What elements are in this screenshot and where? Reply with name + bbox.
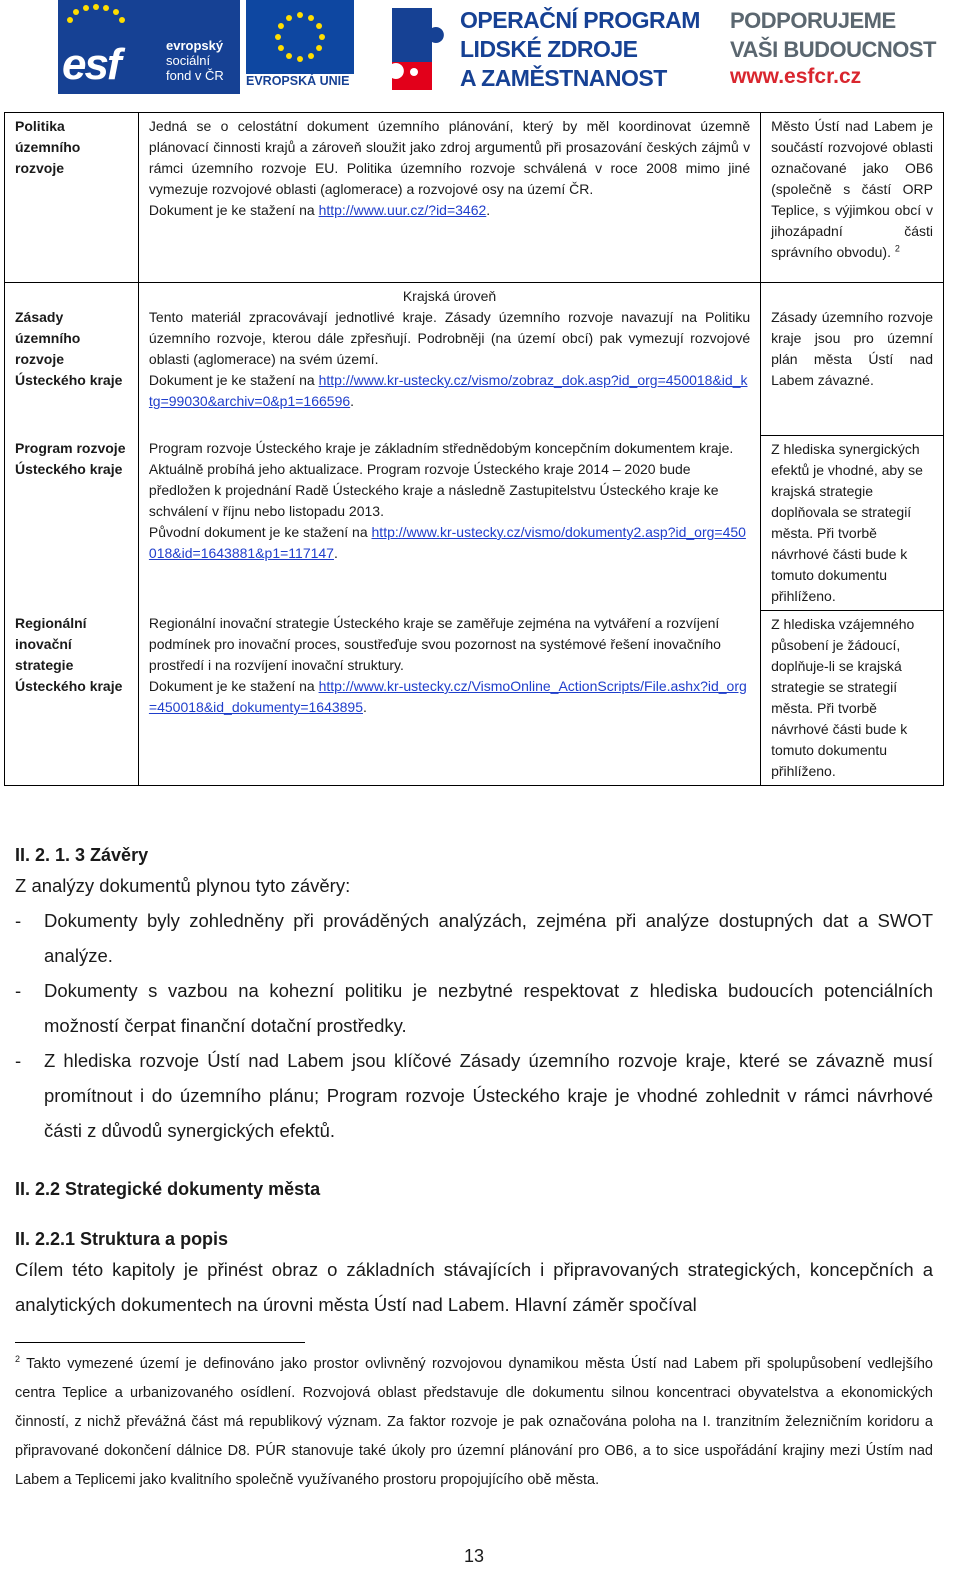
page-header-logos [0, 0, 960, 96]
doc-description: Jedná se o celostátní dokument územního plánování, který by měl koordinovat územně plánovací činnosti krajů a zároveň sloužit jako zdroj argumentů při prosazování českých zájmů v rámci územního rozvoje EU. Politika územního rozvoje schválená v roce 2008 mimo jiné vymezuje rozvojové oblasti (aglomerace) a rozvojové osy na území ČR. Dokument je ke stažení na http://www.uur.cz/?id=3462. [138, 113, 760, 283]
section-221 [15, 1226, 933, 1322]
conclusions-intro: Z analýzy dokumentů plynou tyto závěry: [15, 875, 351, 896]
eu-flag-icon [246, 0, 354, 74]
eu-star [286, 53, 292, 59]
table-row [5, 610, 944, 785]
table-row [5, 283, 944, 436]
eu-star [308, 53, 314, 59]
pb-url: www.esfcr.cz [730, 65, 862, 88]
section-22 [15, 1176, 933, 1202]
eu-star [297, 12, 303, 18]
section-heading: II. 2.2.1 Struktura a popis [15, 1229, 229, 1249]
section-heading: II. 2.2 Strategické dokumenty města [15, 1179, 321, 1199]
doc-description: Program rozvoje Ústeckého kraje je základním střednědobým koncepčním dokumentem kraje. Aktuálně probíhá jeho aktualizace. Program rozvoje Ústeckého kraje 2014 – 2020 bude předložen k projednání Radě Ústeckého kraje a následně Zastupitelstvu Ústeckého kraje ke schválení v říjnu nebo listopadu 2013. Původní dokument je ke stažení na http://www.kr-ustecky.cz/vismo/dokumenty2.asp?id_org=450018&id=1643881&p1=117147. [138, 435, 760, 610]
download-link[interactable]: http://www.uur.cz/?id=3462 [318, 202, 487, 218]
page-number: 13 [463, 1546, 485, 1566]
eu-star [278, 45, 284, 51]
podporujeme-logo [730, 6, 950, 96]
pb-line2: VAŠI BUDOUCNOST [730, 37, 936, 62]
doc-description: Regionální inovační strategie Ústeckého kraje se zaměřuje zejména na vytváření a rozvíjení podmínek pro inovační proces, soustřeďuje svou pozornost na systémové řešení inovačního prostředí i na rozvíjení inovační struktury. Dokument je ke stažení na http://www.kr-ustecky.cz/VismoOnline_ActionScripts/File.ashx?id_org=450018&id_dokumenty=1643895. [138, 610, 760, 785]
list-item: - Dokumenty s vazbou na kohezní politiku je nezbytné respektovat z hlediska budoucích potenciálních možností čerpat finanční dotační prostředky. [15, 980, 933, 1036]
eu-star [316, 45, 322, 51]
doc-description: Krajská úroveň Tento materiál zpracovávají jednotlivé kraje. Zásady územního rozvoje navazují na Politiku územního rozvoje, kterou dále zpřesňují. Podrobněji (na území obcí) pak vymezují rozvojové oblasti (aglomerace) na svém území. Dokument je ke stažení na http://www.kr-ustecky.cz/vismo/zobraz_dok.asp?id_org=450018&id_ktg=99030&archiv=0&p1=166596. [138, 283, 760, 436]
puzzle-icon [388, 2, 452, 94]
eu-stars-icon [64, 4, 130, 44]
pb-line1: PODPORUJEME [730, 8, 896, 33]
footnote: $^2$ Takto vymezené území je definováno jako prostor ovlivněný rozvojovou dynamikou města Ústí nad Labem při spolupůsobení vedlejšího centra Teplice a urbanizovaného osídlení. Rozvojová oblast představuje dle dokumentu silnou koncentraci obyvatelstva a ekonomických činností, z nichž převážná část má republikový význam. Za faktor rozvoje je pak označována poloha na I. tranzitním železničním koridoru a připravované dokončení dálnice D8. PÚR stanovuje také úkoly pro územní plánování pro OB6, a to sice uspořádání krajiny mezi Ústím nad Labem a Teplicemi jako kvalitního společně využívaného prostoru propojujícího obě města. [15, 1354, 933, 1488]
doc-relation: Z hlediska vzájemného působení je žádoucí, doplňuje-li se krajská strategie se strategií města. Při tvorbě návrhové části bude k tomuto dokumentu přihlíženo. [761, 610, 944, 785]
eu-caption: EVROPSKÁ UNIE [246, 74, 350, 88]
download-link[interactable]: http://www.kr-ustecky.cz/vismo/zobraz_dok.asp?id_org=450018&id_ktg=99030&archiv=0&p1=166596 [148, 372, 748, 409]
op-lzz-logo [388, 2, 704, 94]
esf-caption: evropský sociální fond v ČR [166, 38, 224, 83]
eu-star [275, 34, 281, 40]
doc-name: Politika územního rozvoje [5, 113, 139, 283]
documents-table [4, 112, 944, 786]
doc-name: Zásady územního rozvoje Ústeckého kraje [5, 283, 139, 436]
list-item: - Z hlediska rozvoje Ústí nad Labem jsou klíčové Zásady územního rozvoje kraje, které se závazně musí promítnout i do územního plánu; Program rozvoje Ústeckého kraje je vhodné zohlednit v rámci návrhové části z důvodů synergických efektů. [15, 1050, 933, 1141]
list-item: - Dokumenty byly zohledněny při prováděných analýzách, zejména při analýze dostupných dat a SWOT analýze. [15, 910, 933, 966]
doc-name: Program rozvoje Ústeckého kraje [5, 435, 139, 610]
footnote-separator [15, 1342, 305, 1343]
eu-star [297, 56, 303, 62]
section-paragraph: Cílem této kapitoly je přinést obraz o základních stávajících i připravovaných strategických, koncepčních a analytických dokumentech na úrovni města Ústí nad Labem. Hlavní záměr spočíval [15, 1259, 933, 1315]
eu-logo [246, 0, 354, 94]
section-header-krajska: Krajská úroveň [402, 288, 497, 304]
download-link[interactable]: http://www.kr-ustecky.cz/VismoOnline_ActionScripts/File.ashx?id_org=450018&id_dokumenty=1643895 [148, 678, 747, 715]
doc-relation: Z hlediska synergických efektů je vhodné, aby se krajská strategie doplňovala se strategií města. Při tvorbě návrhové části bude k tomuto dokumentu přihlíženo. [761, 435, 944, 610]
op-title: OPERAČNÍ PROGRAM LIDSKÉ ZDROJE A ZAMĚSTNANOST [460, 7, 700, 91]
footnote-ref[interactable]: 2 [894, 243, 900, 254]
footnote-number: 2 [15, 1354, 21, 1365]
doc-relation: Město Ústí nad Labem je součástí rozvojové oblasti označované jako OB6 (společně s částí ORP Teplice, s výjimkou obcí v jihozápadní části správního obvodu). $^2$ [761, 113, 944, 283]
esf-letters: esf [62, 40, 120, 89]
doc-relation: Zásady územního rozvoje kraje jsou pro územní plán města Ústí nad Labem závazné. [761, 283, 944, 436]
eu-star [308, 15, 314, 21]
esf-logo [58, 0, 240, 94]
table-row [5, 113, 944, 283]
eu-star [319, 34, 325, 40]
eu-star [278, 23, 284, 29]
table-row [5, 435, 944, 610]
download-link[interactable]: http://www.kr-ustecky.cz/vismo/dokumenty2.asp?id_org=450018&id=1643881&p1=117147 [148, 524, 746, 561]
eu-star [286, 15, 292, 21]
section-heading: II. 2. 1. 3 Závěry [15, 845, 149, 865]
doc-name: Regionální inovační strategie Ústeckého kraje [5, 610, 139, 785]
conclusions-section [15, 842, 933, 1148]
eu-star [316, 23, 322, 29]
